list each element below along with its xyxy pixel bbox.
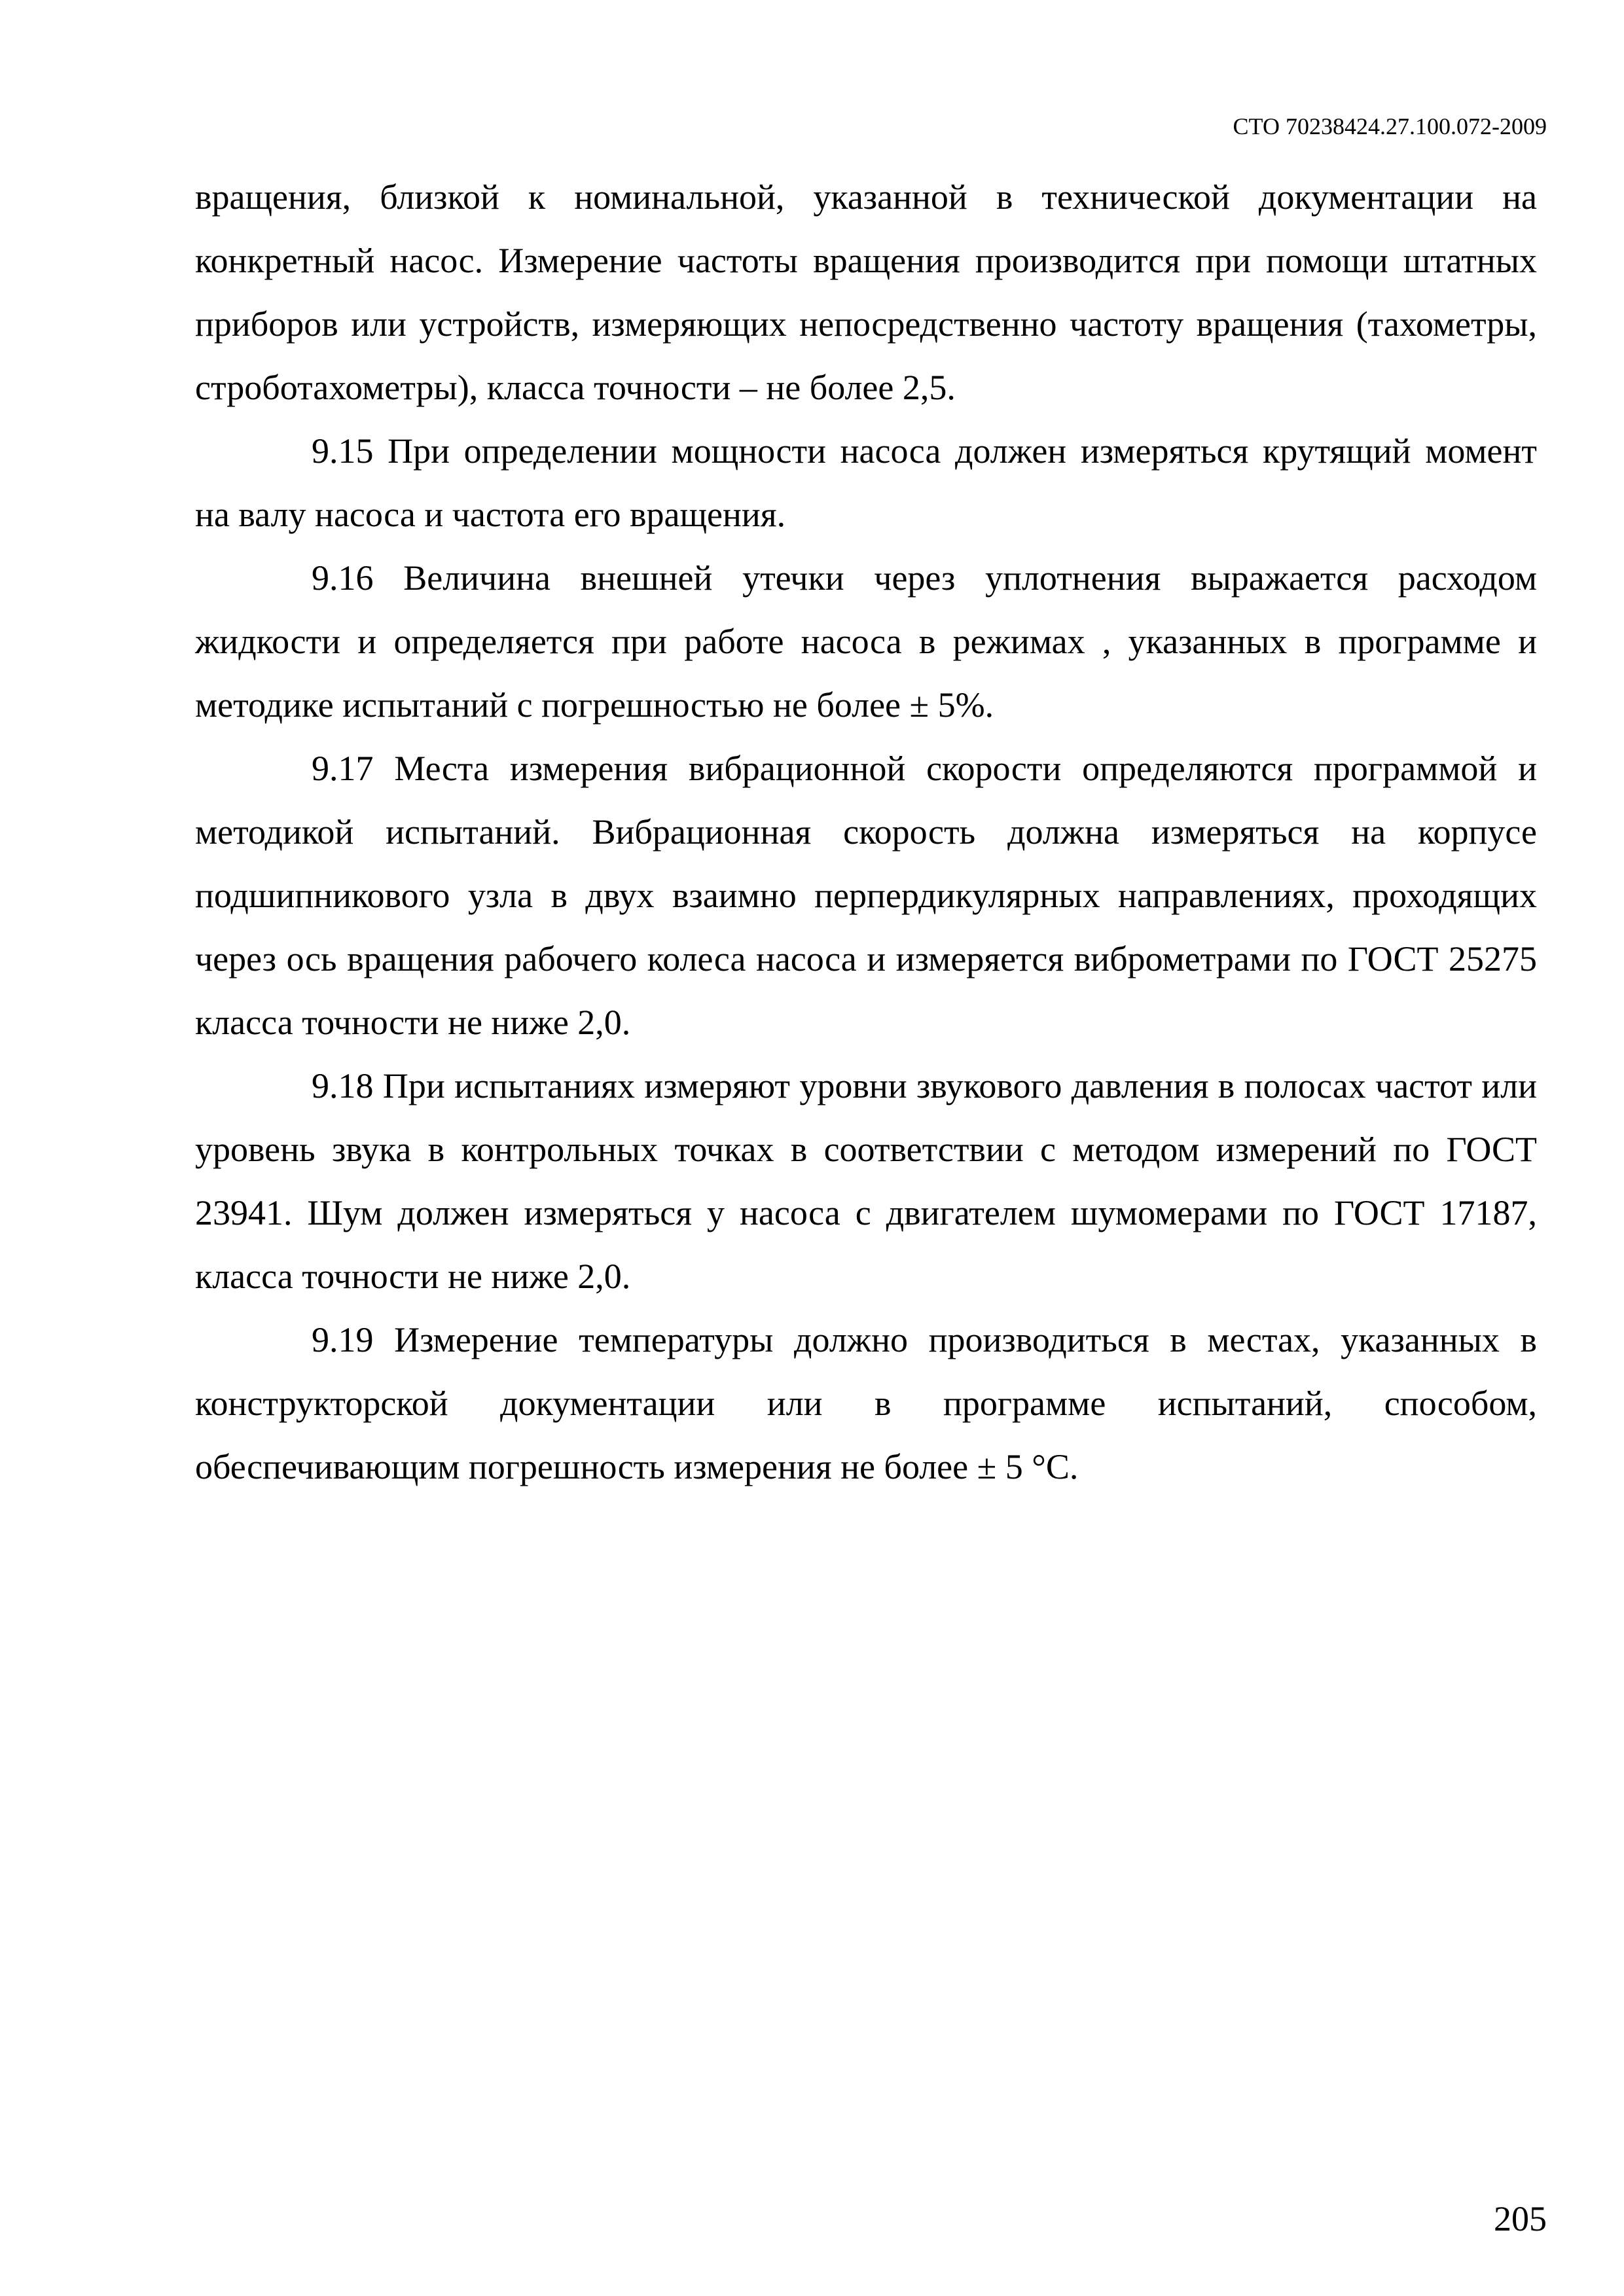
page-number: 205 (1494, 2199, 1547, 2238)
paragraph-9-19: 9.19 Измерение температуры должно производиться в местах, указанных в конструкторской документации или в программе испытаний, способом, обеспечивающим погрешность измерения не более ± 5 °С. (195, 1320, 1537, 1486)
paragraph-9-17: 9.17 Места измерения вибрационной скорости определяются программой и методикой испытаний. Вибрационная скорость должна измеряться на корпусе подшипникового узла в двух взаимно перпердикулярных направлениях, проходящих через ось вращения рабочего колеса насоса и измеряется виброметрами по ГОСТ 25275 класса точности не ниже 2,0. (195, 749, 1537, 1042)
paragraph-9-16: 9.16 Величина внешней утечки через уплотнения выражается расходом жидкости и определяется при работе насоса в режимах , указанных в программе и методике испытаний с погрешностью не более ± 5%. (195, 558, 1537, 725)
paragraph-9-18: 9.18 При испытаниях измеряют уровни звукового давления в полосах частот или уровень звука в контрольных точках в соответствии с методом измерений по ГОСТ 23941. Шум должен измеряться у насоса с двигателем шумомерами по ГОСТ 17187, класса точности не ниже 2,0. (195, 1066, 1537, 1296)
paragraph-9-15: 9.15 При определении мощности насоса должен измеряться крутящий момент на валу насоса и частота его вращения. (195, 431, 1537, 534)
paragraph-continuation: вращения, близкой к номинальной, указанной в технической документации на конкретный насос. Измерение частоты вращения производится при помощи штатных приборов или устройств, измеряющих непосредственно частоту вращения (тахометры, строботахометры), класса точности – не более 2,5. (195, 177, 1537, 407)
body-text (195, 166, 1537, 1499)
document-code-header: СТО 70238424.27.100.072-2009 (1233, 113, 1547, 139)
